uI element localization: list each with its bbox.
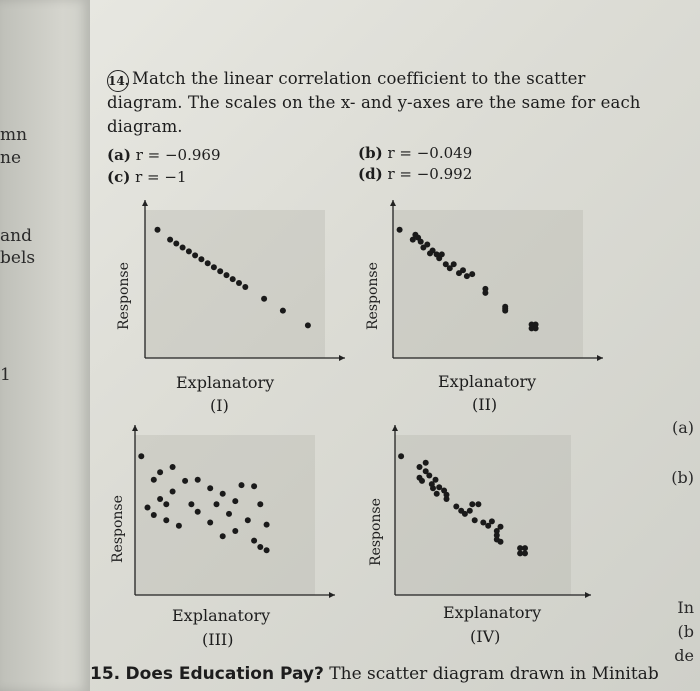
option-b-label: (b) — [358, 144, 383, 162]
data-point — [186, 248, 192, 254]
panel-3-label: (III) — [202, 630, 234, 649]
data-point — [475, 501, 481, 507]
data-point — [498, 524, 504, 530]
data-point — [417, 464, 423, 470]
data-point — [522, 545, 528, 551]
data-point — [163, 501, 169, 507]
data-point — [155, 227, 161, 233]
scatter-panel-3 — [125, 415, 335, 615]
data-point — [280, 308, 286, 314]
data-point — [180, 245, 186, 251]
data-point — [211, 264, 217, 270]
scatter-plot-3 — [125, 415, 340, 605]
right-margin-fragment: (b) — [671, 468, 694, 487]
data-point — [192, 252, 198, 258]
left-margin-fragment: 1 — [0, 365, 11, 385]
data-point — [426, 473, 432, 479]
question-number: 14. — [107, 70, 129, 92]
data-point — [469, 271, 475, 277]
option-b-value: r = −0.049 — [387, 144, 473, 162]
data-point — [251, 483, 257, 489]
data-point — [264, 522, 270, 528]
data-point — [157, 496, 163, 502]
left-margin-fragment: mn — [0, 125, 28, 145]
plot-area — [145, 210, 325, 358]
option-c-label: (c) — [107, 168, 131, 186]
data-point — [232, 528, 238, 534]
data-point — [397, 227, 403, 233]
data-point — [424, 242, 430, 248]
right-margin-fragment: de — [674, 646, 694, 665]
option-c — [107, 168, 187, 186]
question-text-line-3: diagram. — [107, 117, 183, 136]
data-point — [434, 491, 440, 497]
panel-1-label: (I) — [210, 396, 229, 415]
data-point — [220, 491, 226, 497]
data-point — [257, 544, 263, 550]
data-point — [236, 280, 242, 286]
data-point — [170, 489, 176, 495]
data-point — [176, 523, 182, 529]
left-margin-fragment: ne — [0, 148, 22, 168]
plot-area — [393, 210, 583, 358]
data-point — [214, 501, 220, 507]
question-text-line-2: diagram. The scales on the x- and y-axes are the same for each — [107, 93, 641, 112]
data-point — [261, 296, 267, 302]
option-d-label: (d) — [358, 165, 383, 183]
question-text-line-1: Match the linear correlation coefficient to the scatter — [132, 69, 586, 88]
option-c-value: r = −1 — [135, 168, 187, 186]
option-d-value: r = −0.992 — [387, 165, 473, 183]
data-point — [207, 520, 213, 526]
data-point — [462, 511, 468, 517]
scatter-plot-4 — [383, 415, 598, 605]
data-point — [245, 517, 251, 523]
data-point — [469, 501, 475, 507]
data-point — [170, 464, 176, 470]
data-point — [251, 538, 257, 544]
data-point — [195, 477, 201, 483]
data-point — [195, 509, 201, 515]
panel-4-ylabel: Response — [368, 498, 384, 566]
scatter-panel-2 — [383, 190, 593, 390]
y-axis-arrow — [392, 425, 398, 431]
data-point — [480, 520, 486, 526]
data-point — [230, 276, 236, 282]
y-axis-arrow — [142, 200, 148, 206]
data-point — [157, 469, 163, 475]
data-point — [489, 518, 495, 524]
panel-1-xlabel: Explanatory — [176, 373, 275, 392]
data-point — [464, 273, 470, 279]
scatter-plot-1 — [133, 190, 353, 370]
data-point — [467, 508, 473, 514]
data-point — [167, 237, 173, 243]
data-point — [419, 478, 425, 484]
data-point — [502, 306, 508, 312]
left-margin-fragment: bels — [0, 248, 36, 268]
scatter-plot-2 — [383, 190, 608, 370]
panel-2-xlabel: Explanatory — [438, 372, 537, 391]
plot-area — [395, 435, 571, 595]
scatter-panel-1 — [133, 190, 343, 390]
data-point — [145, 505, 151, 511]
next-question-number: 15. — [90, 664, 121, 684]
data-point — [163, 517, 169, 523]
panel-2-label: (II) — [472, 395, 498, 414]
plot-area — [135, 435, 315, 595]
data-point — [220, 533, 226, 539]
data-point — [205, 260, 211, 266]
data-point — [418, 239, 424, 245]
data-point — [239, 482, 245, 488]
data-point — [439, 251, 445, 257]
option-a — [107, 146, 221, 164]
data-point — [242, 284, 248, 290]
x-axis-arrow — [585, 592, 591, 598]
data-point — [460, 267, 466, 273]
data-point — [207, 485, 213, 491]
option-d — [358, 165, 472, 183]
data-point — [453, 504, 459, 510]
data-point — [151, 512, 157, 518]
right-margin-fragment: (a) — [671, 418, 694, 437]
panel-1-ylabel: Response — [116, 262, 132, 330]
right-margin-fragment: (b — [677, 622, 694, 641]
data-point — [498, 539, 504, 545]
data-point — [451, 261, 457, 267]
option-b — [358, 144, 472, 162]
data-point — [533, 325, 539, 331]
data-point — [217, 268, 223, 274]
data-point — [444, 496, 450, 502]
data-point — [423, 460, 429, 466]
data-point — [472, 517, 478, 523]
next-question-text: The scatter diagram drawn in Minitab — [323, 664, 659, 684]
data-point — [226, 511, 232, 517]
data-point — [398, 453, 404, 459]
y-axis-arrow — [390, 200, 396, 206]
next-question-title: Does Education Pay? — [125, 664, 324, 684]
right-margin-fragment: In — [677, 598, 694, 617]
panel-2-ylabel: Response — [365, 262, 381, 330]
panel-3-xlabel: Explanatory — [172, 606, 271, 625]
data-point — [188, 501, 194, 507]
next-question — [90, 664, 659, 684]
data-point — [433, 477, 439, 483]
option-a-value: r = −0.969 — [135, 146, 221, 164]
panel-4-xlabel: Explanatory — [443, 603, 542, 622]
left-margin-fragment: and — [0, 226, 32, 246]
data-point — [522, 550, 528, 556]
y-axis-arrow — [132, 425, 138, 431]
data-point — [305, 322, 311, 328]
scatter-panel-4 — [383, 415, 593, 615]
data-point — [430, 485, 436, 491]
x-axis-arrow — [329, 592, 335, 598]
panel-3-ylabel: Response — [110, 495, 126, 563]
x-axis-arrow — [597, 355, 603, 361]
x-axis-arrow — [339, 355, 345, 361]
page-gutter — [0, 0, 90, 691]
data-point — [482, 290, 488, 296]
data-point — [182, 478, 188, 484]
data-point — [198, 256, 204, 262]
data-point — [264, 547, 270, 553]
data-point — [173, 241, 179, 247]
data-point — [138, 453, 144, 459]
option-a-label: (a) — [107, 146, 131, 164]
data-point — [436, 484, 442, 490]
panel-4-label: (IV) — [470, 627, 501, 646]
data-point — [151, 477, 157, 483]
data-point — [224, 272, 230, 278]
data-point — [232, 498, 238, 504]
data-point — [257, 501, 263, 507]
